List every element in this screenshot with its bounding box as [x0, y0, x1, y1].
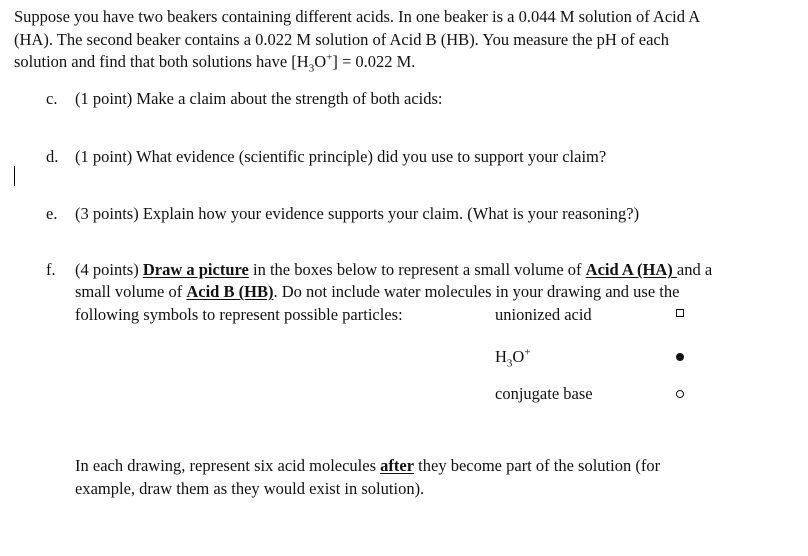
- legend-h3o-mid: O: [512, 347, 525, 366]
- conjugate-base-open-circle-icon: [676, 390, 684, 398]
- draw-a-picture-emphasis: Draw a picture: [142, 260, 249, 279]
- question-f-line-2-end: . Do not include water molecules in your drawing and use the: [273, 282, 680, 301]
- question-c-letter: c.: [46, 89, 58, 108]
- question-d-letter: d.: [46, 147, 59, 166]
- acid-a-emphasis: Acid A (HA): [585, 260, 677, 279]
- question-c-text: (1 point) Make a claim about the strength of both acids:: [75, 89, 443, 108]
- legend-conjugate-label: conjugate base: [495, 384, 593, 403]
- intro-line-3: [14, 51, 416, 75]
- acid-b-emphasis: Acid B (HB): [186, 282, 274, 301]
- legend-h3o-sub: 3: [506, 357, 513, 370]
- question-f-line-1-mid: in the boxes below to represent a small volume of: [248, 260, 586, 279]
- intro-line-1: Suppose you have two beakers containing different acids. In one beaker is a 0.044 M solution of Acid A: [14, 7, 701, 26]
- question-f-line-1: [75, 260, 712, 280]
- legend-h3o-pre: H: [495, 347, 507, 366]
- closing-line-2: example, draw them as they would exist in solution).: [75, 479, 425, 498]
- legend-h3o-label: [495, 346, 531, 370]
- intro-line-3-post: ] = 0.022 M.: [332, 52, 416, 71]
- intro-line-3-sup: +: [326, 51, 333, 64]
- intro-line-3-mid: O: [314, 52, 327, 71]
- intro-line-3-pre: solution and find that both solutions have [H: [14, 52, 309, 71]
- unionized-acid-square-icon: [676, 309, 684, 317]
- intro-line-2: (HA). The second beaker contains a 0.022 M solution of Acid B (HB). You measure the pH of each: [14, 30, 669, 49]
- question-e-text: (3 points) Explain how your evidence supports your claim. (What is your reasoning?): [75, 204, 640, 223]
- legend-unionized-label: unionized acid: [495, 305, 592, 324]
- question-e-letter: e.: [46, 204, 58, 223]
- text-cursor: [14, 166, 15, 186]
- question-f-line-2-start: small volume of: [75, 282, 187, 301]
- question-f-line-2: [75, 282, 679, 302]
- closing-line-1-start: In each drawing, represent six acid molecules: [75, 456, 381, 475]
- question-d-text: (1 point) What evidence (scientific principle) did you use to support your claim?: [75, 147, 607, 166]
- hydronium-filled-circle-icon: [676, 353, 684, 361]
- question-f-points: (4 points): [75, 260, 143, 279]
- after-emphasis: after: [380, 456, 415, 475]
- question-f-line-1-end: and a: [676, 260, 713, 279]
- closing-line-1-end: they become part of the solution (for: [414, 456, 661, 475]
- question-f-line-3: following symbols to represent possible particles:: [75, 305, 403, 324]
- question-f-letter: f.: [46, 260, 56, 279]
- legend-h3o-sup: +: [524, 346, 531, 359]
- closing-line-1: [75, 456, 660, 476]
- intro-line-3-sub: 3: [308, 62, 315, 75]
